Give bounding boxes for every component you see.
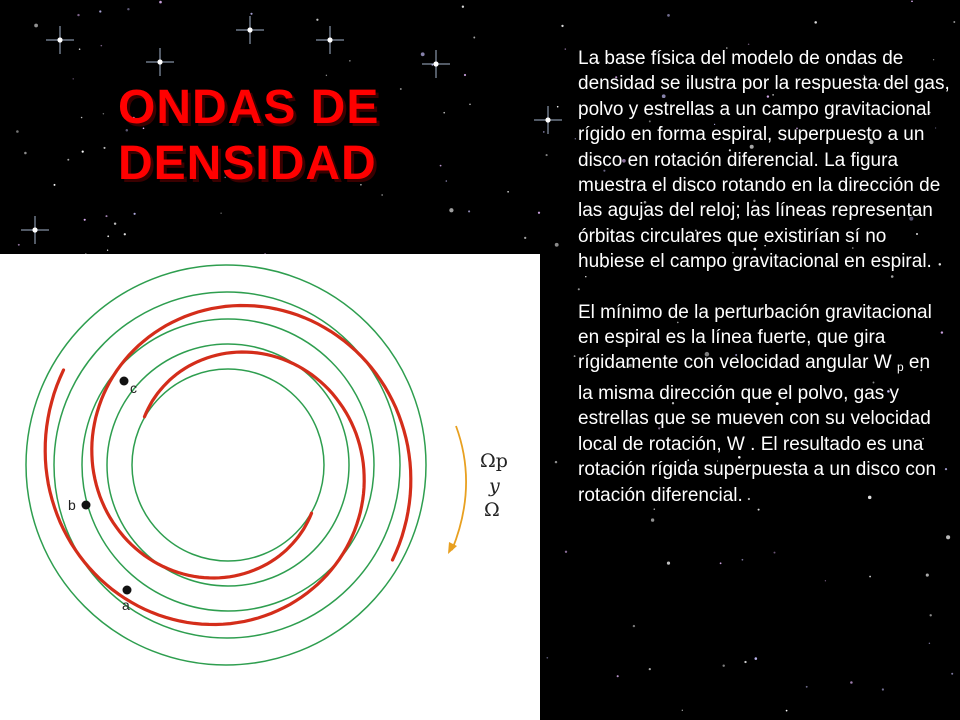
bright-star (422, 50, 450, 78)
rotation-arrow (452, 426, 466, 550)
point-c-label: c (130, 380, 137, 396)
omega-p-label: Ωp (480, 450, 508, 472)
star (926, 574, 929, 577)
star (99, 10, 101, 12)
star (755, 657, 758, 660)
page-title (118, 80, 438, 192)
star (546, 154, 548, 156)
star (449, 208, 453, 212)
star (825, 580, 826, 581)
paragraph-2-end: en la misma dirección que el polvo, gas y estrellas que se mueven con su velocidad local de rotación, W . El resultado es una rotación rígida superpuesta a un disco con rotación diferencial. (578, 352, 937, 506)
star (951, 673, 953, 675)
paragraph-2-start: El mínimo de la perturbación gravitacional en espiral es la línea fuerte, que gira rígidamente con velocidad angular W (578, 301, 932, 374)
star (850, 681, 853, 684)
star (758, 509, 760, 511)
bright-star (46, 26, 74, 54)
point-a-marker (123, 586, 132, 595)
star (446, 180, 448, 182)
star (929, 643, 930, 644)
bright-star (316, 26, 344, 54)
star (869, 576, 871, 578)
star (633, 625, 635, 627)
star (349, 60, 350, 61)
star (682, 710, 683, 711)
star (774, 552, 776, 554)
star (250, 13, 252, 15)
bright-star (21, 216, 49, 244)
star (744, 661, 746, 663)
star (107, 235, 109, 237)
star (786, 710, 788, 712)
star (382, 194, 383, 195)
star (473, 37, 475, 39)
omega-p-subscript: p (896, 360, 904, 375)
star (654, 508, 656, 510)
star (468, 210, 470, 212)
star (930, 614, 932, 616)
paragraph-1: La base física del modelo de ondas de densidad se ilustra por la respuesta del gas, polvo y estrellas a un campo gravitacional rígido en forma espiral, superpuesto a un disco en rotación diferencial. La figura muestra el disco rotando en la dirección de las agujas del reloj; las líneas representan órbitas circulares que existirían sí no hubiese el campo gravitacional en espiral. (578, 48, 950, 273)
star (464, 74, 466, 76)
star (742, 559, 744, 561)
star (555, 461, 557, 463)
star (127, 8, 129, 10)
conjunction-label: y (489, 475, 500, 497)
star (81, 117, 83, 119)
star (555, 243, 559, 247)
star (326, 75, 327, 76)
star (34, 24, 38, 28)
star (574, 355, 576, 357)
title-line-1: ONDAS DE (118, 81, 380, 134)
figure-edge (540, 254, 546, 720)
star (720, 562, 722, 564)
density-wave-figure (0, 254, 540, 720)
point-b-marker (82, 501, 91, 510)
point-c-marker (120, 377, 129, 386)
point-a-label: a (122, 597, 130, 613)
omega-label: Ω (484, 499, 500, 521)
rotation-arrow-head (448, 542, 457, 554)
orbit-circle (26, 265, 426, 665)
star (159, 1, 162, 4)
circular-orbits (26, 265, 426, 665)
star (443, 112, 445, 114)
star (651, 518, 654, 521)
star (561, 25, 563, 27)
star (882, 688, 884, 690)
star (524, 237, 526, 239)
star (67, 159, 69, 161)
star (84, 219, 86, 221)
paragraph-2 (578, 300, 950, 508)
star (73, 78, 74, 79)
title-line-2: DENSIDAD (118, 137, 377, 190)
star (723, 665, 725, 667)
star (649, 668, 651, 670)
star (469, 104, 471, 106)
star (134, 213, 136, 215)
star (565, 551, 567, 553)
star (806, 686, 808, 688)
star (748, 44, 750, 46)
star (79, 48, 81, 50)
star (538, 212, 540, 214)
point-b-label: b (68, 497, 76, 513)
star (667, 14, 670, 17)
bright-star (236, 16, 264, 44)
star (575, 138, 576, 139)
star (546, 657, 548, 659)
star (103, 147, 105, 149)
star (421, 52, 425, 56)
bright-star (146, 48, 174, 76)
star (105, 215, 107, 217)
star (617, 675, 619, 677)
body-text (578, 46, 950, 508)
star (814, 21, 817, 24)
star (54, 184, 56, 186)
star (16, 130, 19, 133)
star (543, 131, 545, 133)
star (946, 535, 950, 539)
star (440, 165, 442, 167)
star (667, 562, 670, 565)
bright-star (534, 106, 562, 134)
star (565, 48, 566, 49)
star (507, 191, 509, 193)
orbit-circle (132, 369, 324, 561)
spiral-arms (45, 306, 411, 625)
star (103, 113, 104, 114)
star (101, 45, 103, 47)
star (124, 233, 126, 235)
star (462, 6, 464, 8)
star (953, 21, 955, 23)
star (18, 244, 20, 246)
star (77, 14, 79, 16)
star (316, 19, 318, 21)
star (107, 250, 108, 251)
star (911, 0, 913, 2)
star (82, 150, 84, 152)
orbit-circle (82, 319, 374, 611)
orbit-circle (107, 344, 349, 586)
star (557, 106, 559, 108)
star (220, 213, 221, 214)
star (114, 222, 116, 224)
density-wave-diagram (0, 254, 540, 720)
star (24, 152, 27, 155)
